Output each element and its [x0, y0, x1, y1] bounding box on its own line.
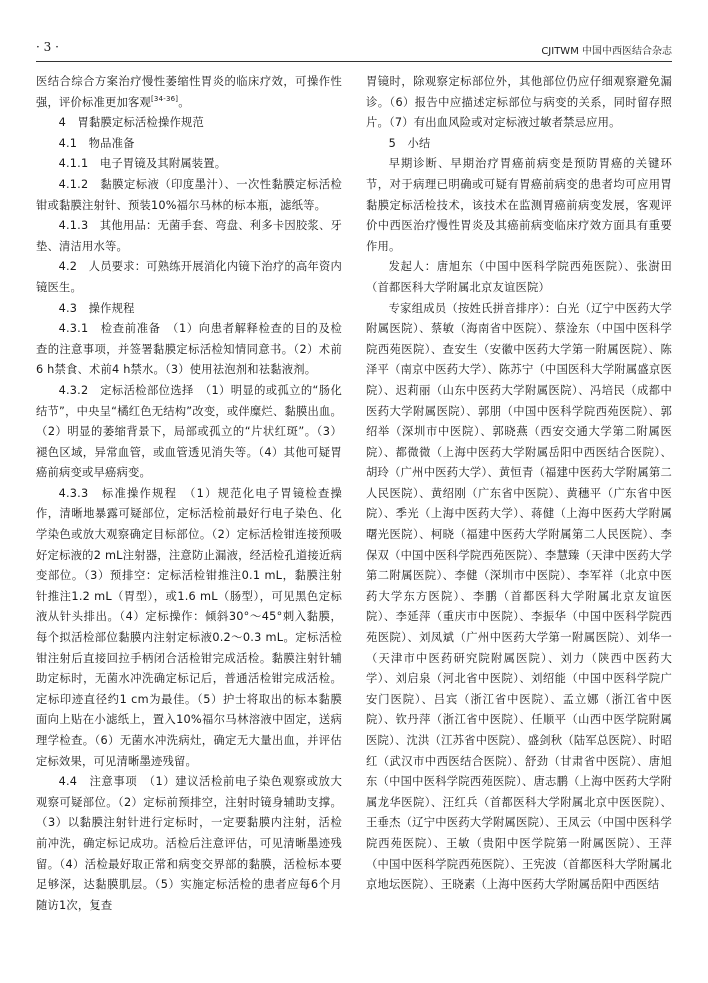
paragraph: 5 小结 — [388, 136, 431, 150]
paragraph: 4.3.2 定标活检部位选择 （1）明显的或孤立的“肠化结节”，中央呈“橘红色无结构”改变，或伴糜烂、黏膜出血。（2）明显的萎缩背景下，局部或孤立的“片状红斑”。（3）褪色区域，异常血管，或血管透见消失等。（4）其他可疑胃癌前病变或早癌病变。 — [36, 383, 342, 480]
paragraph: 4.3.1 检查前准备 （1）向患者解释检查的目的及检查的注意事项，并签署黏膜定标活检知情同意书。（2）术前6 h禁食、术前4 h禁水。（3）使用祛泡剂和祛黏液剂。 — [36, 322, 342, 377]
paragraph: 4.1.1 电子胃镜及其附属装置。 — [58, 157, 227, 171]
paragraph: 4.2 人员要求：可熟练开展消化内镜下治疗的高年资内镜医生。 — [36, 260, 342, 294]
right-column — [366, 72, 672, 896]
page-header — [36, 38, 672, 58]
left-column — [36, 72, 342, 916]
paragraph: 4.3.3 标准操作规程 （1）规范化电子胃镜检查操作，清晰地暴露可疑部位，定标活检前最好行电子染色、化学染色或放大观察确定目标部位。（2）定标活检钳连接预吸好定标液的2 mL注射器，注意防止漏液，经活检孔道接近病变部位。（3）预排空：定标活检钳推注0.1 mL，黏膜注射针推注1.2 mL（胃型），或1.6 mL（肠型），可见黑色定标液从针头排出。（4）定标操作：倾斜30°～45°刺入黏膜，每个拟活检部位黏膜内注射定标液0.2～0.3 mL。定标活检钳注射后直接回拉手柄闭合活检钳完成活检。黏膜注射针辅助定标时，无菌水冲洗确定标记后，普通活检钳完成活检。定标印迹直径约1 cm为最佳。（5）护士将取出的标本黏膜面向上贴在小滤纸上，置入10%福尔马林溶液中固定，送病理学检查。（6）无菌水冲洗病灶，确定无大量出血，并评估定标效果，可见清晰墨迹残留。 — [36, 486, 342, 768]
paragraph: 胃镜时，除观察定标部位外，其他部位仍应仔细观察避免漏诊。（6）报告中应描述定标部位与病变的关系，同时留存照片。（7）有出血风险或对定标液过敏者禁忌应用。 — [366, 75, 672, 130]
paragraph: 4.1.3 其他用品：无菌手套、弯盘、利多卡因胶浆、牙垫、清洁用水等。 — [36, 219, 342, 253]
paragraph: 4.1.2 黏膜定标液（印度墨汁）、一次性黏膜定标活检钳或黏膜注射针、预装10%福尔马林的标本瓶，滤纸等。 — [36, 177, 342, 212]
paragraph: 4.1 物品准备 — [58, 136, 135, 150]
paragraph: 早期诊断、早期治疗胃癌前病变是预防胃癌的关键环节，对于病理已明确或可疑有胃癌前病变的患者均可应用胃黏膜定标活检技术，该技术在监测胃癌前病变发展，客观评价中西医治疗慢性胃炎及其癌前病变临床疗效方面具有重要作用。 — [366, 157, 672, 253]
paragraph: 4.3 操作规程 — [58, 301, 135, 315]
paragraph: 发起人：唐旭东（中国中医科学院西苑医院）、张澍田（首都医科大学附属北京友谊医院） — [366, 260, 672, 294]
journal-title: CJITWM 中国中西医结合杂志 — [541, 46, 672, 57]
paragraph: 医结合综合方案治疗慢性萎缩性胃炎的临床疗效，可操作性强，评价标准更加客观[34-36]。 — [36, 75, 342, 109]
page-number: · 3 · — [36, 40, 59, 54]
paragraph: 专家组成员（按姓氏拼音排序）：白光（辽宁中医药大学附属医院）、蔡敏（海南省中医院）、蔡淦东（中国中医科学院西苑医院）、查安生（安徽中医药大学第一附属医院）、陈泽平（南京中医药大学）、陈苏宁（中国医科大学附属盛京医院）、迟莉丽（山东中医药大学附属医院）、冯培民（成都中医药大学附属医院）、郭朋（中国中医科学院西苑医院）、郭绍举（深圳市中医院）、郭晓燕（西安交通大学第二附属医院）、都微微（上海中医药大学附属岳阳中西医结合医院）、胡玲（广州中医药大学）、黄恒青（福建中医药大学附属第二人民医院）、黄绍刚（广东省中医院）、黄穗平（广东省中医院）、季光（上海中医药大学）、蒋健（上海中医药大学附属曙光医院）、柯晓（福建中医药大学附属第二人民医院）、李保双（中国中医科学院西苑医院）、李慧臻（天津中医药大学第二附属医院）、李健（深圳市中医院）、李军祥（北京中医药大学东方医院）、李鹏（首都医科大学附属北京友谊医院）、李延萍（重庆市中医院）、李振华（中国中医科学院西苑医院）、刘凤斌（广州中医药大学第一附属医院）、刘华一（天津市中医药研究院附属医院）、刘力（陕西中医药大学）、刘启泉（河北省中医院）、刘绍能（中国中医科学院广安门医院）、吕宾（浙江省中医院）、孟立娜（浙江省中医院）、钦丹萍（浙江省中医院）、任顺平（山西中医学院附属医院）、沈洪（江苏省中医院）、盛剑秋（陆军总医院）、时昭红（武汉市中西医结合医院）、舒劲（甘肃省中医院）、唐旭东（中国中医科学院西苑医院）、唐志鹏（上海中医药大学附属龙华医院）、汪红兵（首都医科大学附属北京中医医院）、王垂杰（辽宁中医药大学附属医院）、王凤云（中国中医科学院西苑医院）、王敏（贵阳中医学院第一附属医院）、王萍（中国中医科学院西苑医院）、王宪波（首都医科大学附属北京地坛医院）、王晓素（上海中医药大学附属岳阳中西医结 — [366, 301, 672, 892]
header-rule — [36, 61, 672, 62]
paragraph: 4 胃黏膜定标活检操作规范 — [58, 116, 204, 130]
paragraph: 4.4 注意事项 （1）建议活检前电子染色观察或放大观察可疑部位。（2）定标前预排空，注射时镜身辅助支撑。（3）以黏膜注射针进行定标时，一定要黏膜内注射，活检前冲洗，确定标记成功。活检后注意评估，可见清晰墨迹残留。（4）活检最好取正常和病变交界部的黏膜，活检标本要足够深，达黏膜肌层。（5）实施定标活检的患者应每6个月随访1次，复查 — [36, 775, 342, 912]
